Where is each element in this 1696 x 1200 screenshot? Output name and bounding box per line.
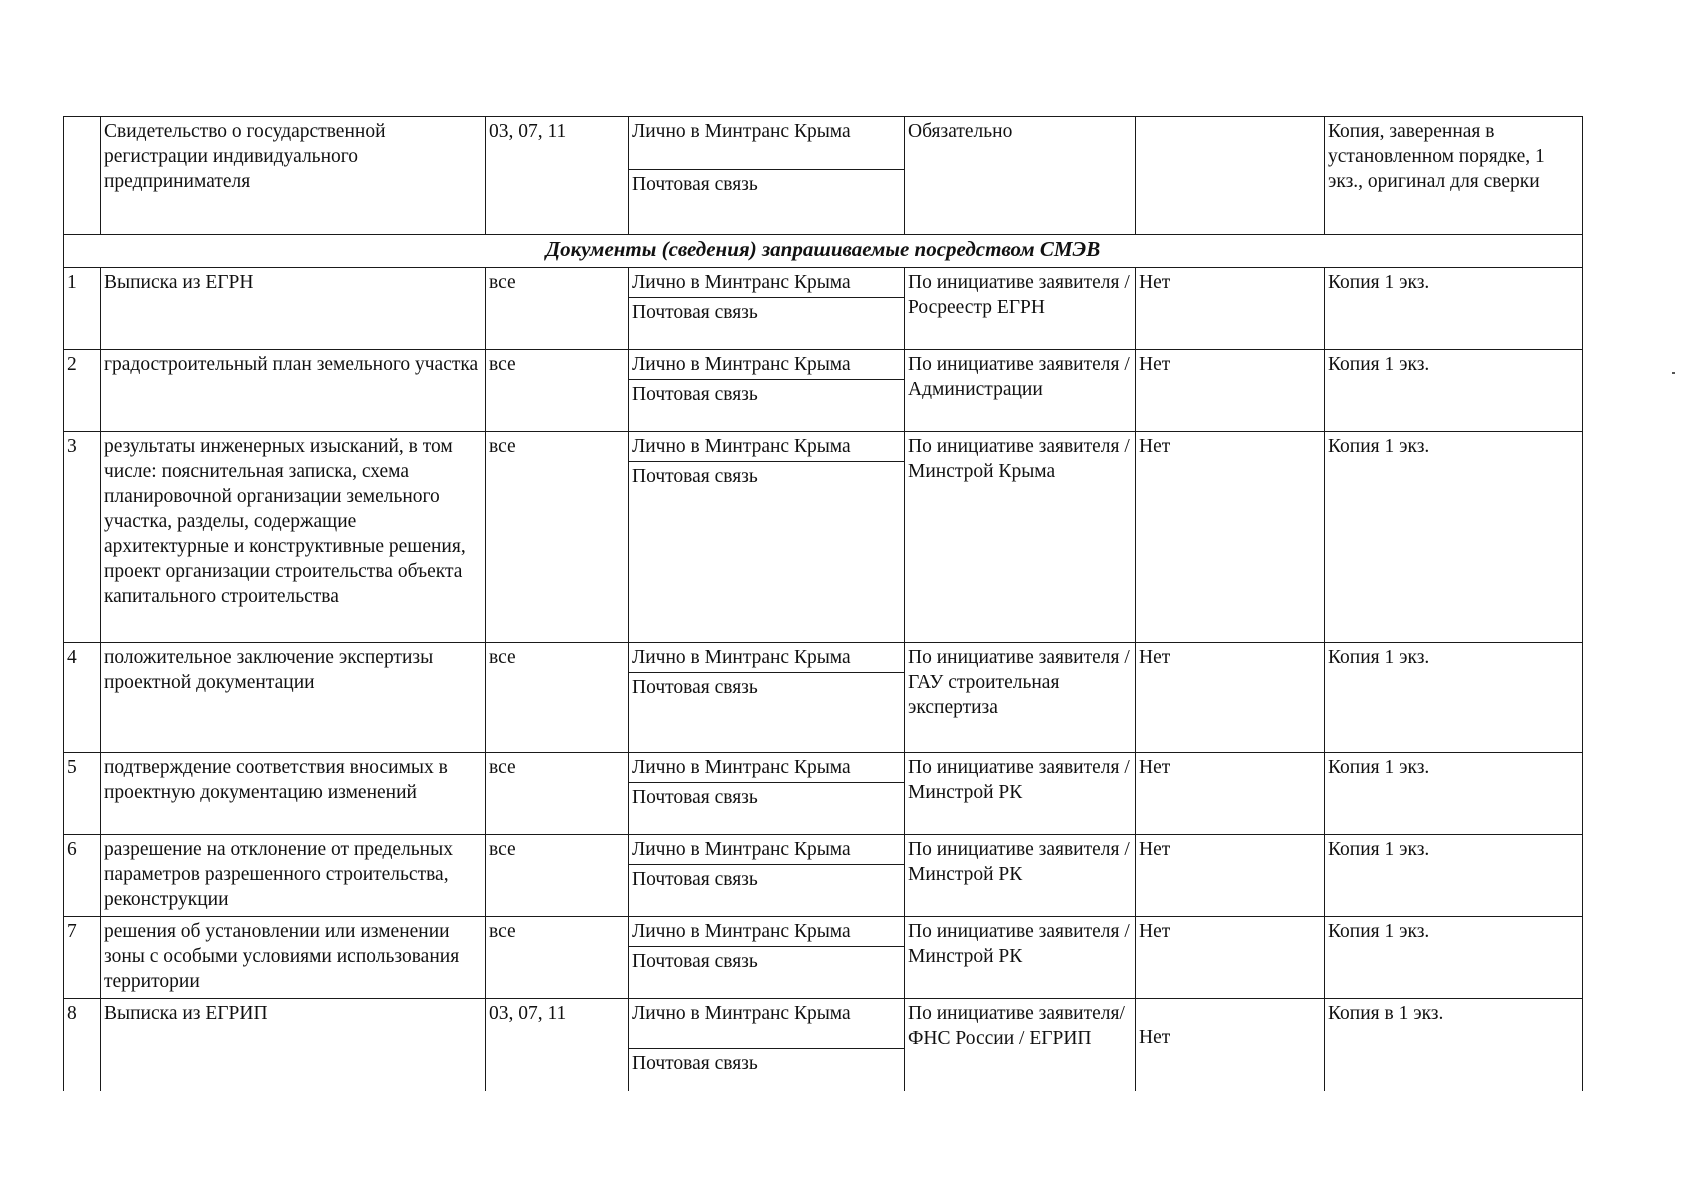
channel-personal: Лично в Минтранс Крыма [629, 753, 904, 783]
document-page [63, 116, 1582, 1091]
table-row [64, 753, 1583, 835]
requirement-cell: По инициативе заявителя / Минстрой Крыма [905, 432, 1136, 643]
table-row [64, 835, 1583, 917]
provider-cell: Нет [1136, 999, 1325, 1091]
channel-post: Почтовая связь [632, 466, 758, 487]
channel-personal: Лично в Минтранс Крыма [629, 999, 904, 1049]
requirement-cell: По инициативе заявителя / Минстрой РК [905, 917, 1136, 999]
documents-table [63, 116, 1583, 1091]
category-cell: все [486, 917, 629, 999]
category-cell: все [486, 835, 629, 917]
table-row [64, 350, 1583, 432]
row-number-cell: 3 [64, 432, 101, 643]
table-row [64, 268, 1583, 350]
row-number-cell: 1 [64, 268, 101, 350]
row-number-cell: 2 [64, 350, 101, 432]
channel-personal: Лично в Минтранс Крыма [629, 917, 904, 947]
channel-post: Почтовая связь [632, 677, 758, 698]
channel-post: Почтовая связь [632, 384, 758, 405]
submission-channel-cell [629, 643, 905, 753]
provider-cell: Нет [1136, 917, 1325, 999]
requirement-cell: По инициативе заявителя / Администрации [905, 350, 1136, 432]
channel-personal: Лично в Минтранс Крыма [629, 643, 904, 673]
requirement-cell: По инициативе заявителя/ ФНС России / ЕГРИП [905, 999, 1136, 1091]
document-name-cell: Свидетельство о государственной регистрации индивидуального предпринимателя [101, 117, 486, 235]
channel-personal: Лично в Минтранс Крыма [629, 268, 904, 298]
document-name-cell: Выписка из ЕГРИП [101, 999, 486, 1091]
provider-cell [1136, 117, 1325, 235]
requirement-cell: По инициативе заявителя / Минстрой РК [905, 835, 1136, 917]
channel-post: Почтовая связь [632, 951, 758, 972]
channel-personal: Лично в Минтранс Крыма [629, 350, 904, 380]
channel-post: Почтовая связь [632, 869, 758, 890]
row-number-cell: 8 [64, 999, 101, 1091]
form-cell: Копия 1 экз. [1325, 917, 1583, 999]
form-cell: Копия в 1 экз. [1325, 999, 1583, 1091]
provider-cell: Нет [1136, 753, 1325, 835]
requirement-cell: Обязательно [905, 117, 1136, 235]
category-cell: 03, 07, 11 [486, 117, 629, 235]
channel-post: Почтовая связь [632, 174, 758, 195]
table-row [64, 432, 1583, 643]
requirement-cell: По инициативе заявителя / Росреестр ЕГРН [905, 268, 1136, 350]
form-cell: Копия 1 экз. [1325, 753, 1583, 835]
document-name-cell: Выписка из ЕГРН [101, 268, 486, 350]
category-cell: все [486, 432, 629, 643]
provider-cell: Нет [1136, 350, 1325, 432]
row-number-cell [64, 117, 101, 235]
channel-post: Почтовая связь [632, 1053, 758, 1074]
row-number-cell: 7 [64, 917, 101, 999]
category-cell: все [486, 350, 629, 432]
document-name-cell: разрешение на отклонение от предельных параметров разрешенного строительства, реконструкции [101, 835, 486, 917]
provider-cell: Нет [1136, 432, 1325, 643]
submission-channel-cell [629, 117, 905, 235]
document-name-cell: положительное заключение экспертизы проектной документации [101, 643, 486, 753]
category-cell: все [486, 753, 629, 835]
table-row [64, 917, 1583, 999]
scan-dot [1672, 372, 1675, 374]
document-name-cell: подтверждение соответствия вносимых в проектную документацию изменений [101, 753, 486, 835]
submission-channel-cell [629, 753, 905, 835]
section-title: Документы (сведения) запрашиваемые посредством СМЭВ [64, 235, 1583, 268]
table-row [64, 643, 1583, 753]
channel-personal: Лично в Минтранс Крыма [629, 117, 904, 170]
channel-post: Почтовая связь [632, 302, 758, 323]
requirement-cell: По инициативе заявителя / ГАУ строительная экспертиза [905, 643, 1136, 753]
provider-cell: Нет [1136, 835, 1325, 917]
category-cell: все [486, 268, 629, 350]
provider-cell: Нет [1136, 268, 1325, 350]
submission-channel-cell [629, 835, 905, 917]
table-row [64, 999, 1583, 1091]
submission-channel-cell [629, 268, 905, 350]
channel-personal: Лично в Минтранс Крыма [629, 835, 904, 865]
form-cell: Копия 1 экз. [1325, 350, 1583, 432]
category-cell: все [486, 643, 629, 753]
row-number-cell: 4 [64, 643, 101, 753]
section-header-row [64, 235, 1583, 268]
submission-channel-cell [629, 999, 905, 1091]
row-number-cell: 5 [64, 753, 101, 835]
form-cell: Копия, заверенная в установленном порядке, 1 экз., оригинал для сверки [1325, 117, 1583, 235]
submission-channel-cell [629, 917, 905, 999]
provider-cell: Нет [1136, 643, 1325, 753]
document-name-cell: градостроительный план земельного участка [101, 350, 486, 432]
form-cell: Копия 1 экз. [1325, 643, 1583, 753]
document-name-cell: результаты инженерных изысканий, в том числе: пояснительная записка, схема планировочной организации земельного участка, разделы, содержащие архитектурные и конструктивные решения, проект организации строительства объекта капитального строительства [101, 432, 486, 643]
submission-channel-cell [629, 350, 905, 432]
channel-post: Почтовая связь [632, 787, 758, 808]
category-cell: 03, 07, 11 [486, 999, 629, 1091]
requirement-cell: По инициативе заявителя / Минстрой РК [905, 753, 1136, 835]
submission-channel-cell [629, 432, 905, 643]
table-row [64, 117, 1583, 235]
form-cell: Копия 1 экз. [1325, 835, 1583, 917]
document-name-cell: решения об установлении или изменении зоны с особыми условиями использования территории [101, 917, 486, 999]
form-cell: Копия 1 экз. [1325, 268, 1583, 350]
row-number-cell: 6 [64, 835, 101, 917]
channel-personal: Лично в Минтранс Крыма [629, 432, 904, 462]
form-cell: Копия 1 экз. [1325, 432, 1583, 643]
